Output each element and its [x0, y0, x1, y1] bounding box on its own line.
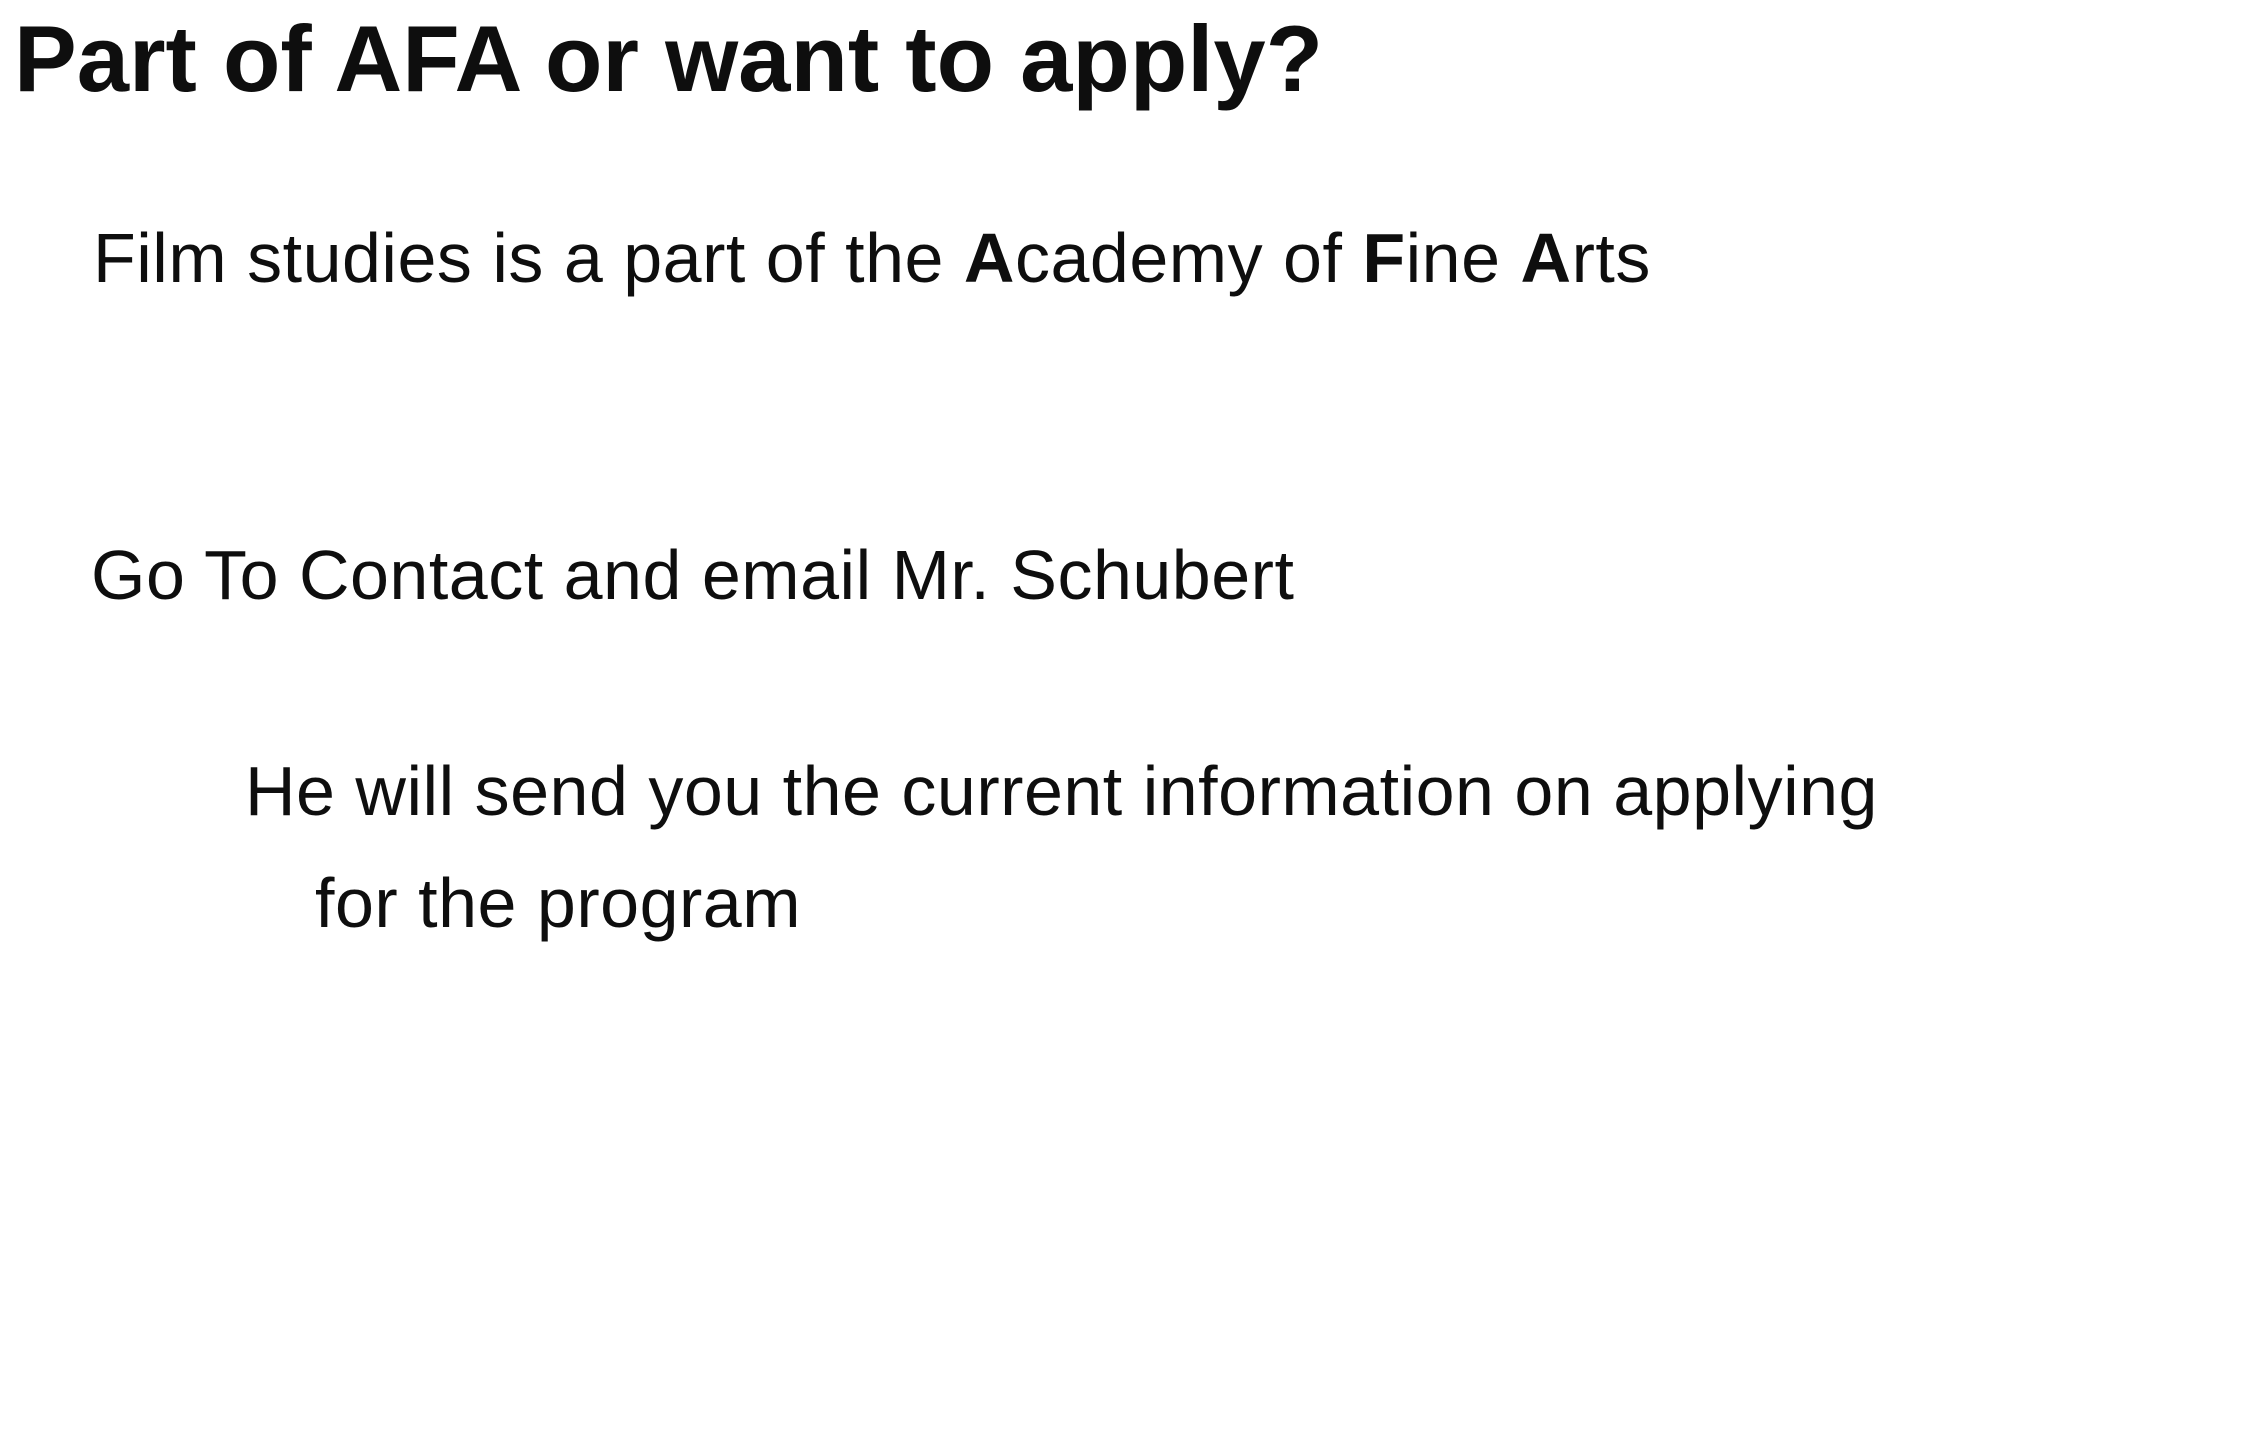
film-segment-bold-f: F: [1362, 219, 1406, 297]
bullet-film-studies: [93, 219, 1651, 297]
film-segment-bold-a1: A: [963, 219, 1015, 297]
film-segment-3: ine: [1405, 219, 1521, 297]
film-segment-1: Film studies is a part of the: [93, 219, 964, 297]
slide-title: Part of AFA or want to apply?: [14, 6, 1324, 111]
film-segment-bold-a2: A: [1520, 219, 1572, 297]
info-line-1: He will send you the current information on applying: [245, 752, 1878, 830]
bullet-contact: Go To Contact and email Mr. Schubert: [91, 536, 1295, 614]
film-segment-2: cademy of: [1014, 219, 1363, 297]
bullet-info: [245, 735, 2241, 959]
info-line-2: for the program: [315, 864, 802, 942]
film-segment-4: rts: [1571, 219, 1651, 297]
